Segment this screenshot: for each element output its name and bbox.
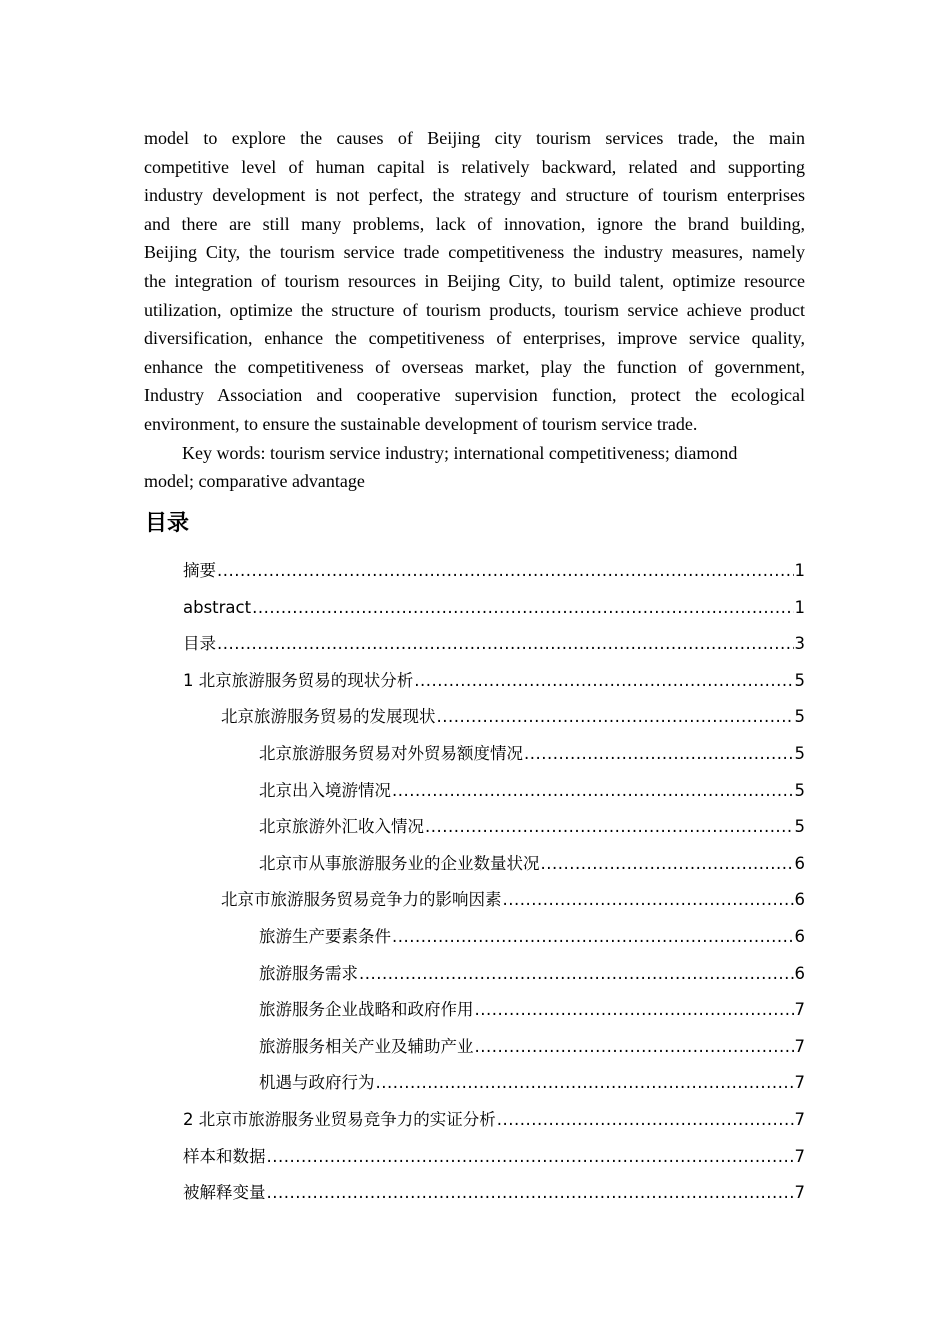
toc-leader-dots: [392, 778, 794, 804]
toc-entry[interactable]: [183, 1070, 805, 1107]
toc-leader-dots: [503, 887, 794, 913]
toc-leader-dots: [437, 704, 794, 730]
toc-entry[interactable]: [183, 1180, 805, 1217]
toc-leader-dots: [524, 741, 794, 767]
toc-entry-title: 目录: [183, 634, 216, 654]
toc-entry-title: 1 北京旅游服务贸易的现状分析: [183, 670, 414, 690]
toc-page-number: 6: [794, 890, 805, 910]
toc-entry-title: 机遇与政府行为: [259, 1073, 375, 1093]
toc-leader-dots: [497, 1107, 794, 1133]
abstract-line: utilization, optimize the structure of tourism products, tourism service achieve product: [144, 299, 805, 320]
toc-entry-title: 旅游服务企业战略和政府作用: [259, 1000, 474, 1020]
toc-leader-dots: [252, 595, 793, 621]
toc-entry-title: 北京出入境游情况: [259, 780, 391, 800]
toc-entry[interactable]: [183, 1107, 805, 1144]
toc-entry-title: 北京旅游服务贸易对外贸易额度情况: [259, 743, 523, 763]
toc-entry[interactable]: [183, 851, 805, 888]
abstract-line: Beijing City, the tourism service trade competitiveness the industry measures, namely: [144, 242, 805, 263]
toc-page-number: 3: [794, 634, 805, 654]
toc-entry[interactable]: [183, 595, 805, 632]
toc-leader-dots: [267, 1180, 794, 1206]
abstract-line: Industry Association and cooperative supervision function, protect the ecological: [144, 385, 805, 406]
toc-entry-title: abstract: [183, 597, 252, 617]
toc-page-number: 1: [794, 561, 805, 580]
toc-page-number: 6: [794, 926, 805, 946]
toc-heading: 目录: [145, 511, 190, 536]
toc-page-number: 7: [794, 1000, 805, 1020]
toc-page-number: 1: [794, 597, 805, 617]
abstract-paragraph: [144, 124, 805, 496]
toc-leader-dots: [217, 631, 794, 657]
abstract-line: and there are still many problems, lack of innovation, ignore the brand building,: [144, 213, 805, 234]
toc-page-number: 5: [794, 817, 805, 837]
toc-page-number: 5: [794, 670, 805, 690]
toc-entry-title: 北京旅游服务贸易的发展现状: [221, 707, 436, 727]
toc-leader-dots: [392, 924, 794, 950]
toc-entry[interactable]: [183, 1144, 805, 1181]
toc-leader-dots: [267, 1144, 794, 1170]
toc-entry[interactable]: [183, 704, 805, 741]
toc-entry-title: 样本和数据: [183, 1146, 266, 1166]
toc-entry-title: 旅游生产要素条件: [259, 926, 391, 946]
toc-entry[interactable]: [183, 961, 805, 998]
toc-entry-title: 北京市从事旅游服务业的企业数量状况: [259, 853, 540, 873]
toc-leader-dots: [414, 668, 793, 694]
toc-entry-title: 旅游服务需求: [259, 963, 358, 983]
abstract-line: industry development is not perfect, the strategy and structure of tourism enterprises: [144, 185, 805, 206]
toc-entry[interactable]: [183, 668, 805, 705]
toc-entry[interactable]: [183, 1034, 805, 1071]
toc-entry[interactable]: [183, 778, 805, 815]
toc-leader-dots: [359, 961, 794, 987]
toc-entry-title: 旅游服务相关产业及辅助产业: [259, 1036, 474, 1056]
toc-entry[interactable]: [183, 887, 805, 924]
toc-page-number: 6: [794, 963, 805, 983]
toc-page-number: 5: [794, 707, 805, 727]
toc-leader-dots: [541, 851, 794, 877]
toc-page-number: 7: [794, 1109, 805, 1129]
toc-page-number: 7: [794, 1036, 805, 1056]
toc-entry[interactable]: [183, 558, 805, 595]
toc-page-number: 6: [794, 853, 805, 873]
toc-entry[interactable]: [183, 924, 805, 961]
toc-page-number: 7: [794, 1146, 805, 1166]
toc-leader-dots: [376, 1070, 794, 1096]
toc-entry[interactable]: [183, 631, 805, 668]
abstract-line: enhance the competitiveness of overseas market, play the function of government,: [144, 356, 805, 377]
toc-page-number: 7: [794, 1183, 805, 1203]
abstract-line: model to explore the causes of Beijing city tourism services trade, the main: [144, 128, 805, 148]
toc-entry-title: 北京市旅游服务贸易竞争力的影响因素: [221, 890, 502, 910]
toc-entry-title: 2 北京市旅游服务业贸易竞争力的实证分析: [183, 1109, 496, 1129]
toc-leader-dots: [475, 997, 794, 1023]
keywords-line: model; comparative advantage: [144, 471, 365, 492]
toc-page-number: 7: [794, 1073, 805, 1093]
toc-leader-dots: [475, 1034, 794, 1060]
toc-entry[interactable]: [183, 814, 805, 851]
abstract-line: diversification, enhance the competitiveness of enterprises, improve service quality,: [144, 328, 805, 349]
toc-entry-title: 被解释变量: [183, 1183, 266, 1203]
table-of-contents: [183, 558, 805, 1217]
abstract-line: competitive level of human capital is relatively backward, related and supporting: [144, 156, 805, 177]
toc-page-number: 5: [794, 743, 805, 763]
toc-entry-title: 摘要: [183, 561, 216, 580]
keywords-line: Key words: tourism service industry; international competitiveness; diamond: [182, 442, 738, 463]
toc-entry[interactable]: [183, 997, 805, 1034]
abstract-line: environment, to ensure the sustainable development of tourism service trade.: [144, 413, 698, 434]
toc-leader-dots: [217, 558, 794, 584]
abstract-line: the integration of tourism resources in Beijing City, to build talent, optimize resource: [144, 270, 805, 291]
toc-entry[interactable]: [183, 741, 805, 778]
toc-entry-title: 北京旅游外汇收入情况: [259, 817, 424, 837]
toc-page-number: 5: [794, 780, 805, 800]
toc-leader-dots: [425, 814, 794, 840]
